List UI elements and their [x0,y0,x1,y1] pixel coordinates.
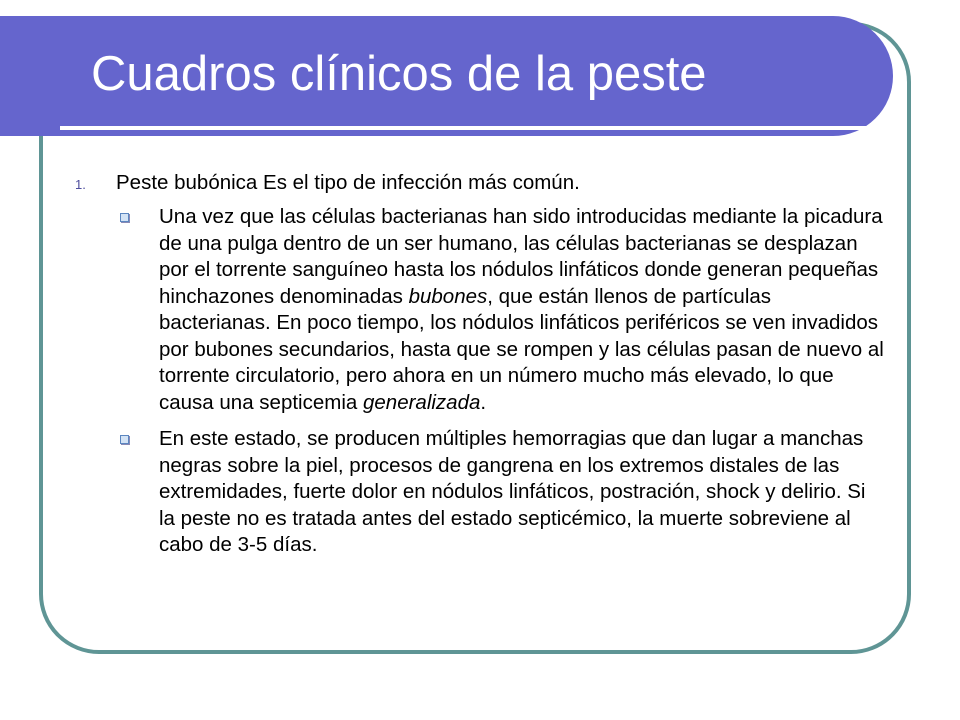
list-item-text: Peste bubónica Es el tipo de infección más común. [116,171,580,194]
sub-bullet-emphasis-generalizada: generalizada [362,390,481,414]
sub-bullet-text: En este estado, se producen múltiples hemorragias que dan lugar a manchas negras sobre la piel, procesos de gangrena en los extremos distales de las extremidades, fuerte dolor en nódulos linfáticos, postración, shock y delirio. Si la peste no es tratada antes del estado septicémico, la muerte sobreviene al cabo de 3-5 días. [159,427,866,556]
sub-bullet-text-part3: . [480,390,487,414]
sub-bullet-item [75,426,884,559]
list-item-peste-bubonica [75,170,895,196]
sub-bullet-emphasis-bubones: bubones [408,284,488,308]
square-bullet-icon [120,435,129,444]
slide-body [75,170,895,569]
sub-bullet-text-part2: , que están llenos de partículas bacterianas. En poco tiempo, los nódulos linfáticos periféricos se ven invadidos por bubones secundarios, hasta que se rompen y las células pasan de nuevo al torrente circulatorio, pero ahora en un número mucho más elevado, lo que causa una septicemia [159,284,884,414]
slide-title: Cuadros clínicos de la peste [91,47,707,101]
sub-bullet-text-part1: Una vez que las células bacterianas han sido introducidas mediante la picadura de una pulga dentro de un ser humano, las células bacterianas se desplazan por el torrente sanguíneo hasta los nódulos linfáticos donde generan pequeñas hinchazones denominadas [159,205,883,308]
sub-bullet-item [75,204,884,416]
list-number: 1. [75,177,86,192]
title-underline [60,126,875,130]
square-bullet-icon [120,213,129,222]
